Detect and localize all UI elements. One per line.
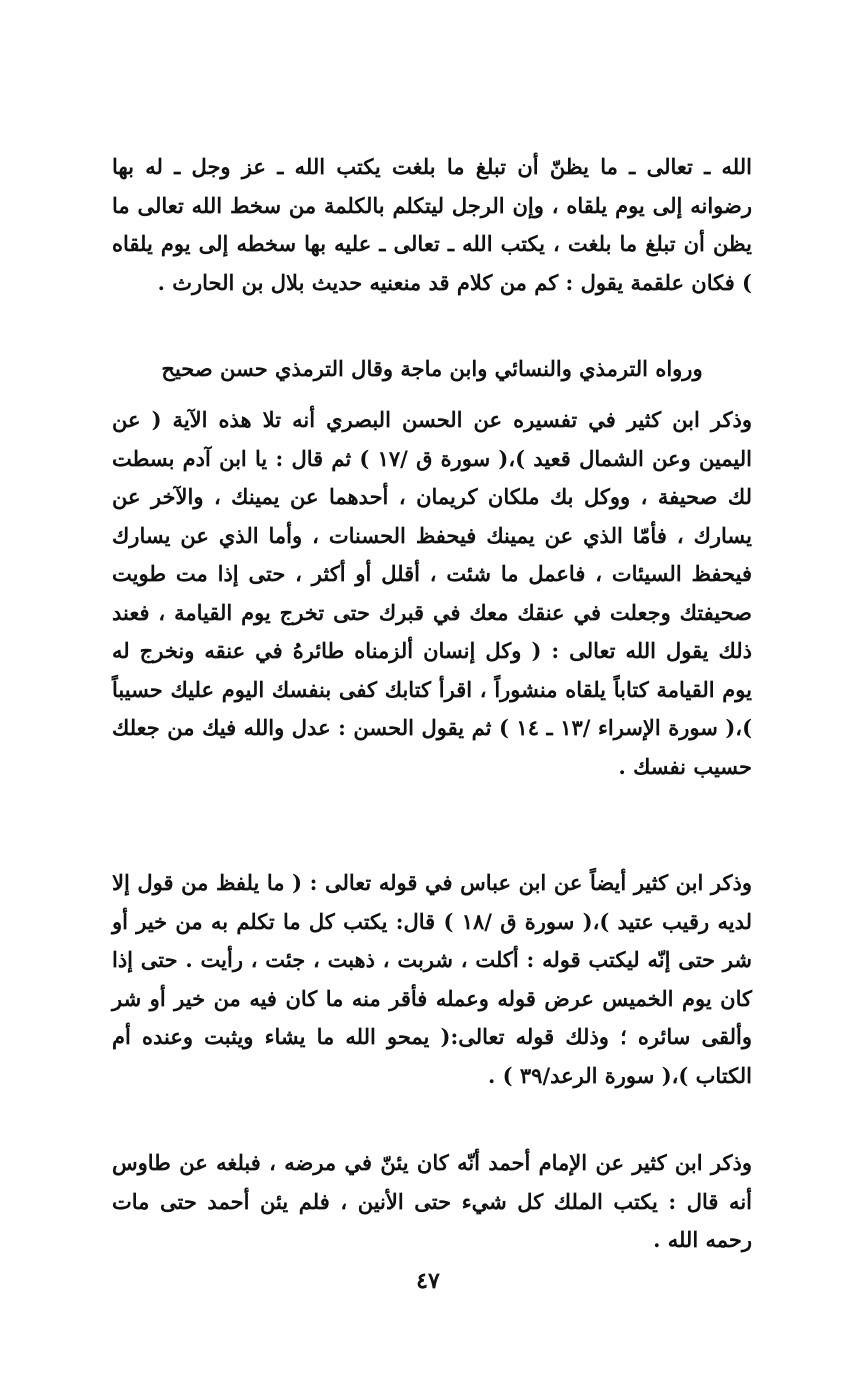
paragraph-4: وذكر ابن كثير أيضاً عن ابن عباس في قوله تعالى : ( ما يلفظ من قول إلا لديه رقيب عتيد )،( سورة ق /١٨ ) قال: يكتب كل ما تكلم به من خير أو شر حتى إنّه ليكتب قوله : أكلت ، شربت ، ذهبت ، جئت ، رأيت . حتى إذا كان يوم الخميس عرض قوله وعمله فأقر منه ما كان فيه من خير أو شر وألقى سائره ؛ وذلك قوله تعالى:( يمحو الله ما يشاء ويثبت وعنده أم الكتاب )،( سورة الرعد/٣٩ ) .: [112, 870, 752, 1088]
paragraph-1: الله ـ تعالى ـ ما يظنّ أن تبلغ ما بلغت يكتب الله ـ عز وجل ـ له بها رضوانه إلى يوم يلقاه ، وإن الرجل ليتكلم بالكلمة من سخط الله تعالى ما يظن أن تبلغ ما بلغت ، يكتب الله ـ تعالى ـ عليه بها سخطه إلى يوم يلقاه ) فكان علقمة يقول : كم من كلام قد منعنيه حديث بلال بن الحارث .: [112, 154, 752, 295]
page-number: ٤٧: [416, 1268, 440, 1294]
paragraph-5: وذكر ابن كثير عن الإمام أحمد أنّه كان يئنّ في مرضه ، فبلغه عن طاوس أنه قال : يكتب الملك كل شيء حتى الأنين ، فلم يئن أحمد حتى مات رحمه الله .: [112, 1150, 752, 1252]
paragraph-2: ورواه الترمذي والنسائي وابن ماجة وقال الترمذي حسن صحيح: [161, 356, 703, 381]
paragraph-3: وذكر ابن كثير في تفسيره عن الحسن البصري أنه تلا هذه الآية ( عن اليمين وعن الشمال قعيد )،( سورة ق /١٧ ) ثم قال : يا ابن آدم بسطت لك صحيفة ، ووكل بك ملكان كريمان ، أحدهما عن يمينك ، والآخر عن يسارك ، فأمّا الذي عن يمينك فيحفظ الحسنات ، وأما الذي عن يسارك فيحفظ السيئات ، فاعمل ما شئت ، أقلل أو أكثر ، حتى إذا مت طويت صحيفتك وجعلت في عنقك معك في قبرك حتى تخرج يوم القيامة ، فعند ذلك يقول الله تعالى : ( وكل إنسان ألزمناه طائرهُ في عنقه ونخرج له يوم القيامة كتاباً يلقاه منشوراً ، اقرأ كتابك كفى بنفسك اليوم عليك حسيباً )،( سورة الإسراء /١٣ ـ ١٤ ) ثم يقول الحسن : عدل والله فيك من جعلك حسيب نفسك .: [112, 407, 752, 779]
